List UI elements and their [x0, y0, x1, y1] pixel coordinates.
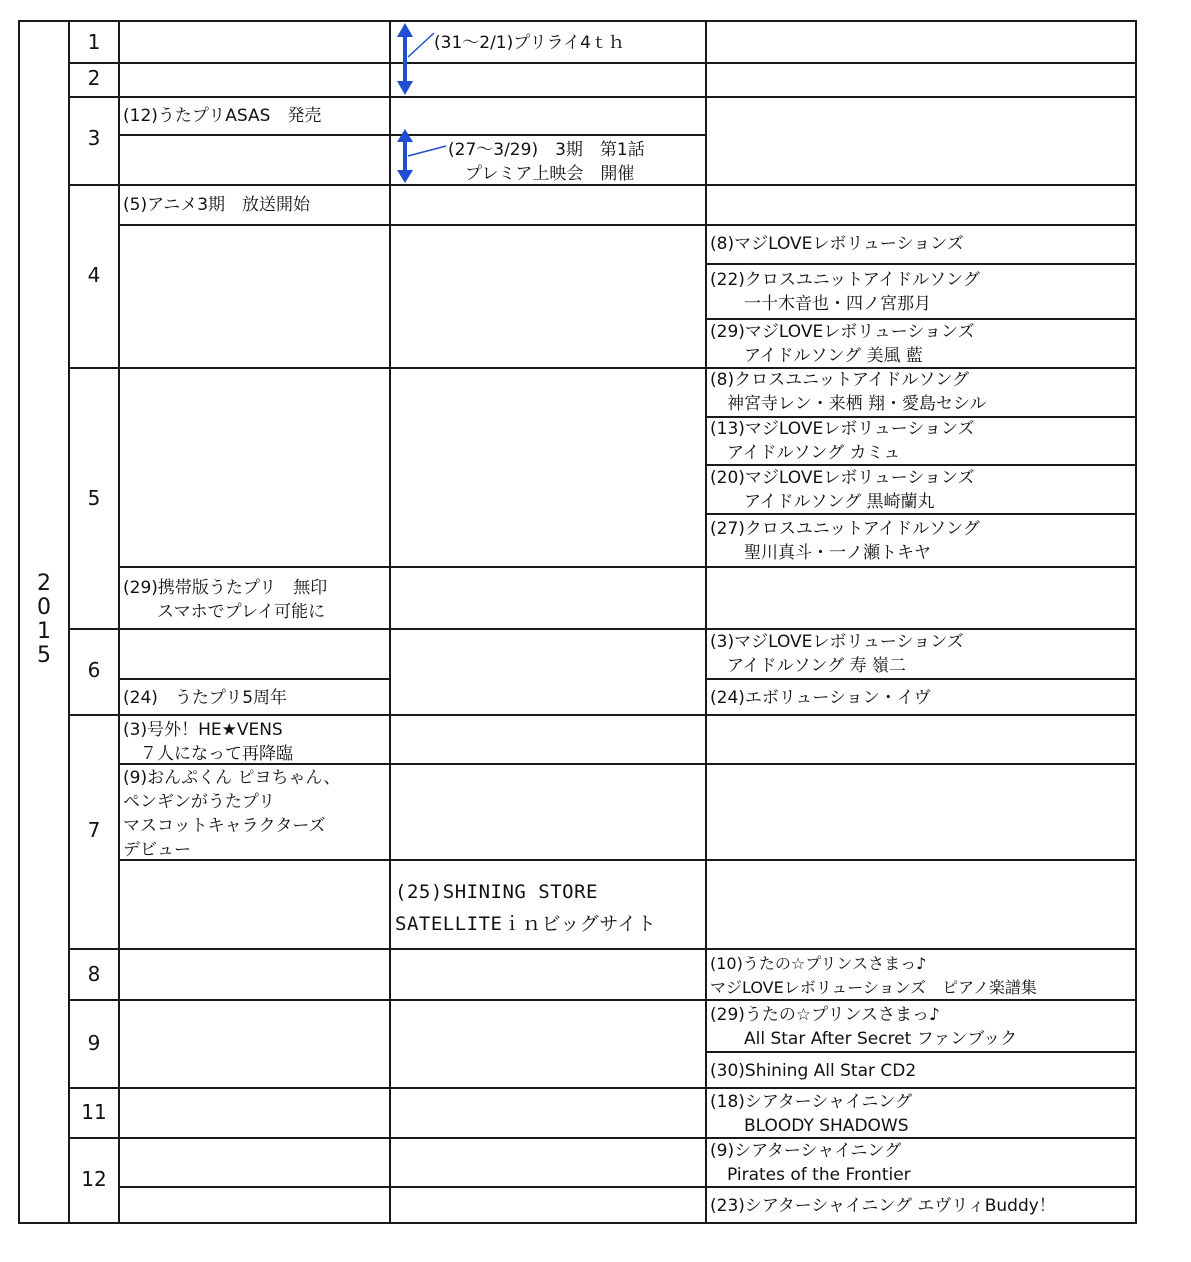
event-entry: (25)SHINING STORE SATELLITEｉｎビッグサイト [395, 881, 657, 935]
grid-line [68, 62, 1137, 64]
month-label: 6 [87, 658, 101, 682]
release-entry: (10)うたの☆プリンスさまっ♪ マジLOVEレボリューションズ ピアノ楽譜集 [710, 954, 1037, 997]
month-label: 7 [87, 818, 101, 842]
event-entry: (31〜2/1)プリライ4ｔｈ [434, 33, 625, 53]
release-entry: (29)マジLOVEレボリューションズ アイドルソング 美風 藍 [710, 322, 975, 366]
grid-line [1135, 20, 1137, 1224]
month-label: 8 [87, 962, 101, 986]
release-entry: (8)マジLOVEレボリューションズ [710, 234, 964, 254]
anime-entry: (29)携帯版うたプリ 無印 スマホでプレイ可能に [123, 578, 328, 622]
event-entry: (27〜3/29) 3期 第1話 プレミア上映会 開催 [448, 140, 645, 184]
release-entry: (18)シアターシャイニング BLOODY SHADOWS [710, 1092, 913, 1136]
grid-line [706, 1051, 1137, 1053]
grid-line [68, 714, 1137, 716]
release-entry: (13)マジLOVEレボリューションズ アイドルソング カミュ [710, 419, 975, 463]
month-label: 4 [87, 263, 101, 287]
release-entry: (3)マジLOVEレボリューションズ アイドルソング 寿 嶺二 [710, 632, 964, 676]
release-entry: (9)シアターシャイニング Pirates of the Frontier [710, 1141, 911, 1185]
month-label: 12 [81, 1167, 107, 1191]
range-arrow-icon [394, 22, 434, 96]
anime-entry: (12)うたプリASAS 発売 [123, 106, 322, 126]
month-label: 1 [87, 30, 101, 54]
release-entry: (20)マジLOVEレボリューションズ アイドルソング 黒崎蘭丸 [710, 468, 975, 512]
release-entry: (24)エボリューション・イヴ [710, 688, 931, 708]
grid-line [18, 1222, 1137, 1224]
grid-line [389, 20, 391, 1224]
anime-entry: (9)おんぷくん ピヨちゃん、 ペンギンがうたプリ マスコットキャラクターズ デビュー [123, 768, 341, 860]
grid-line [68, 96, 1137, 98]
grid-line [68, 1087, 1137, 1089]
month-label: 2 [87, 66, 101, 90]
grid-line [18, 20, 1137, 22]
month-label: 9 [87, 1031, 101, 1055]
grid-line [118, 566, 1137, 568]
month-label: 3 [87, 126, 101, 150]
grid-line [118, 678, 390, 680]
grid-line [705, 20, 707, 1224]
grid-line [68, 1137, 1137, 1139]
grid-line [68, 628, 1137, 630]
anime-entry: (5)アニメ3期 放送開始 [123, 195, 311, 215]
month-label: 5 [87, 486, 101, 510]
anime-entry: (3)号外！HE★VENS ７人になって再降臨 [123, 720, 293, 764]
year-label: 2 0 1 5 [37, 571, 51, 668]
grid-line [706, 263, 1137, 265]
grid-line [706, 678, 1137, 680]
release-entry: (8)クロスユニットアイドルソング 神宮寺レン・来栖 翔・愛島セシル [710, 370, 987, 414]
release-entry: (23)シアターシャイニング エヴリィBuddy！ [710, 1196, 1056, 1216]
grid-line [118, 20, 120, 1224]
month-label: 11 [81, 1100, 107, 1124]
release-entry: (22)クロスユニットアイドルソング 一十木音也・四ノ宮那月 [710, 270, 980, 314]
grid-line [118, 1186, 1137, 1188]
grid-line [68, 948, 1137, 950]
anime-entry: (24) うたプリ5周年 [123, 688, 288, 708]
release-entry: (27)クロスユニットアイドルソング 聖川真斗・一ノ瀬トキヤ [710, 519, 980, 563]
grid-line [118, 224, 1137, 226]
release-entry: (29)うたの☆プリンスさまっ♪ All Star After Secret ファンブック [710, 1005, 1018, 1049]
range-arrow-icon [394, 128, 448, 184]
release-entry: (30)Shining All Star CD2 [710, 1061, 917, 1081]
